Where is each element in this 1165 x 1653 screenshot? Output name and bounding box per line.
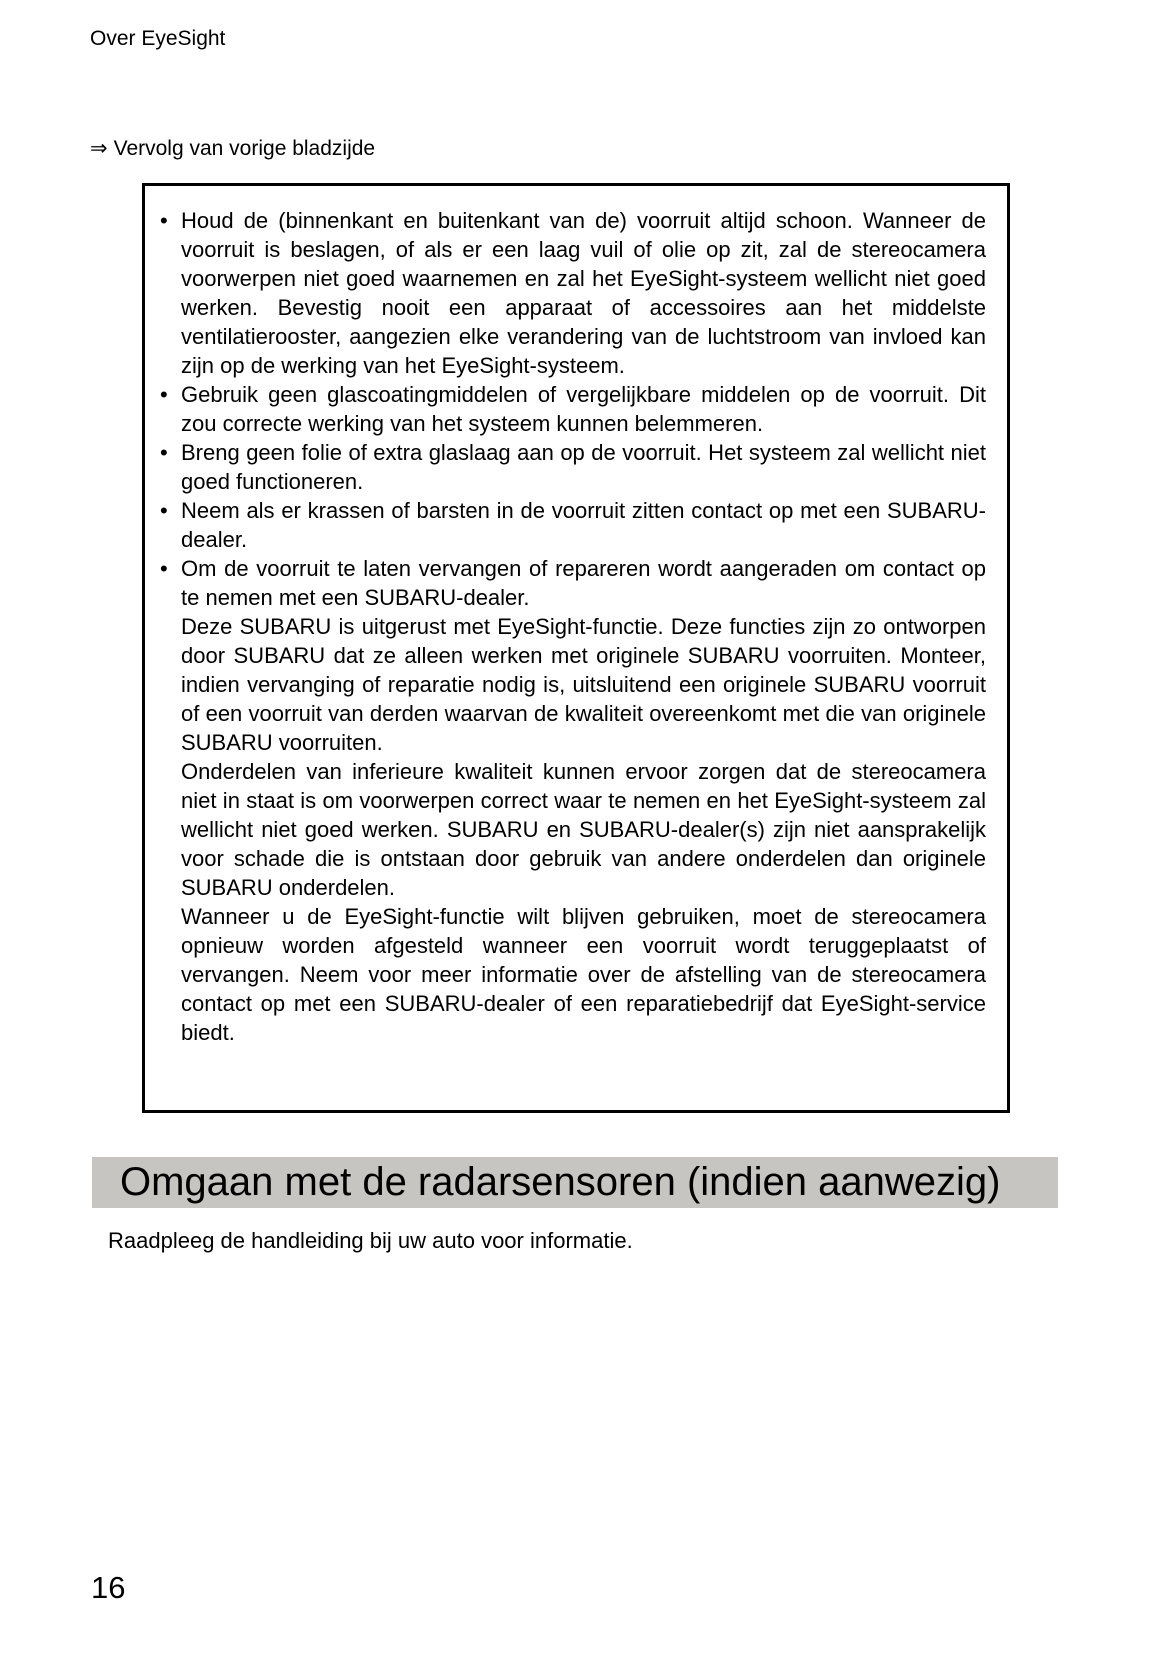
caution-bullet xyxy=(145,554,986,1047)
continuation-note xyxy=(90,136,375,162)
caution-bullet: • Neem als er krassen of barsten in de voorruit zitten contact op met een SUBARU-dealer. xyxy=(145,496,986,554)
caution-box xyxy=(142,183,1010,1113)
section-intro-paragraph: Raadpleeg de handleiding bij uw auto voor informatie. xyxy=(108,1228,633,1253)
caution-continuation-paragraph: Onderdelen van inferieure kwaliteit kunnen ervoor zorgen dat de stereocamera niet in staat is om voorwerpen correct waar te nemen en het EyeSight-systeem zal wellicht niet goed werken. SUBARU en SUBARU-dealer(s) zijn niet aansprakelijk voor schade die is ontstaan door gebruik van andere onderdelen dan originele SUBARU onderdelen. xyxy=(181,759,986,900)
caution-continuation-paragraph: Deze SUBARU is uitgerust met EyeSight-functie. Deze functies zijn zo ontworpen door SUBARU dat ze alleen werken met originele SUBARU voorruiten. Monteer, indien vervanging of reparatie nodig is, uitsluitend een originele SUBARU voorruit of een voorruit van derden waarvan de kwaliteit overeenkomt met die van originele SUBARU voorruiten. xyxy=(181,614,986,755)
double-right-arrow-icon: ⇒ xyxy=(90,137,108,160)
section-heading-bar xyxy=(92,1157,1058,1208)
caution-continuation-paragraph: Wanneer u de EyeSight-functie wilt blijven gebruiken, moet de stereocamera opnieuw worden afgesteld wanneer een voorruit wordt teruggeplaatst of vervangen. Neem voor meer informatie over de afstelling van de stereocamera contact op met een SUBARU-dealer of een reparatiebedrijf dat EyeSight-service biedt. xyxy=(181,904,986,1045)
section-heading: Omgaan met de radarsensoren (indien aanwezig) xyxy=(120,1160,1001,1204)
running-header: Over EyeSight xyxy=(90,27,226,50)
continuation-note-label: Vervolg van vorige bladzijde xyxy=(113,137,376,160)
caution-bullet-list xyxy=(145,206,986,1047)
caution-bullet: • Houd de (binnenkant en buitenkant van de) voorruit altijd schoon. Wanneer de voorruit is beslagen, of als er een laag vuil of olie op zit, zal de stereocamera voorwerpen niet goed waarnemen en zal het EyeSight-systeem wellicht niet goed werken. Bevestig nooit een apparaat of accessoires aan het middelste ventilatierooster, aangezien elke verandering van de luchtstroom van invloed kan zijn op de werking van het EyeSight-systeem. xyxy=(145,206,986,380)
caution-bullet-text: Om de voorruit te laten vervangen of repareren wordt aangeraden om contact op te nemen met een SUBARU-dealer. xyxy=(181,556,986,610)
caution-bullet: • Breng geen folie of extra glaslaag aan op de voorruit. Het systeem zal wellicht niet goed functioneren. xyxy=(145,438,986,496)
caution-bullet: • Gebruik geen glascoatingmiddelen of vergelijkbare middelen op de voorruit. Dit zou correcte werking van het systeem kunnen belemmeren. xyxy=(145,380,986,438)
page-number: 16 xyxy=(91,1570,126,1605)
